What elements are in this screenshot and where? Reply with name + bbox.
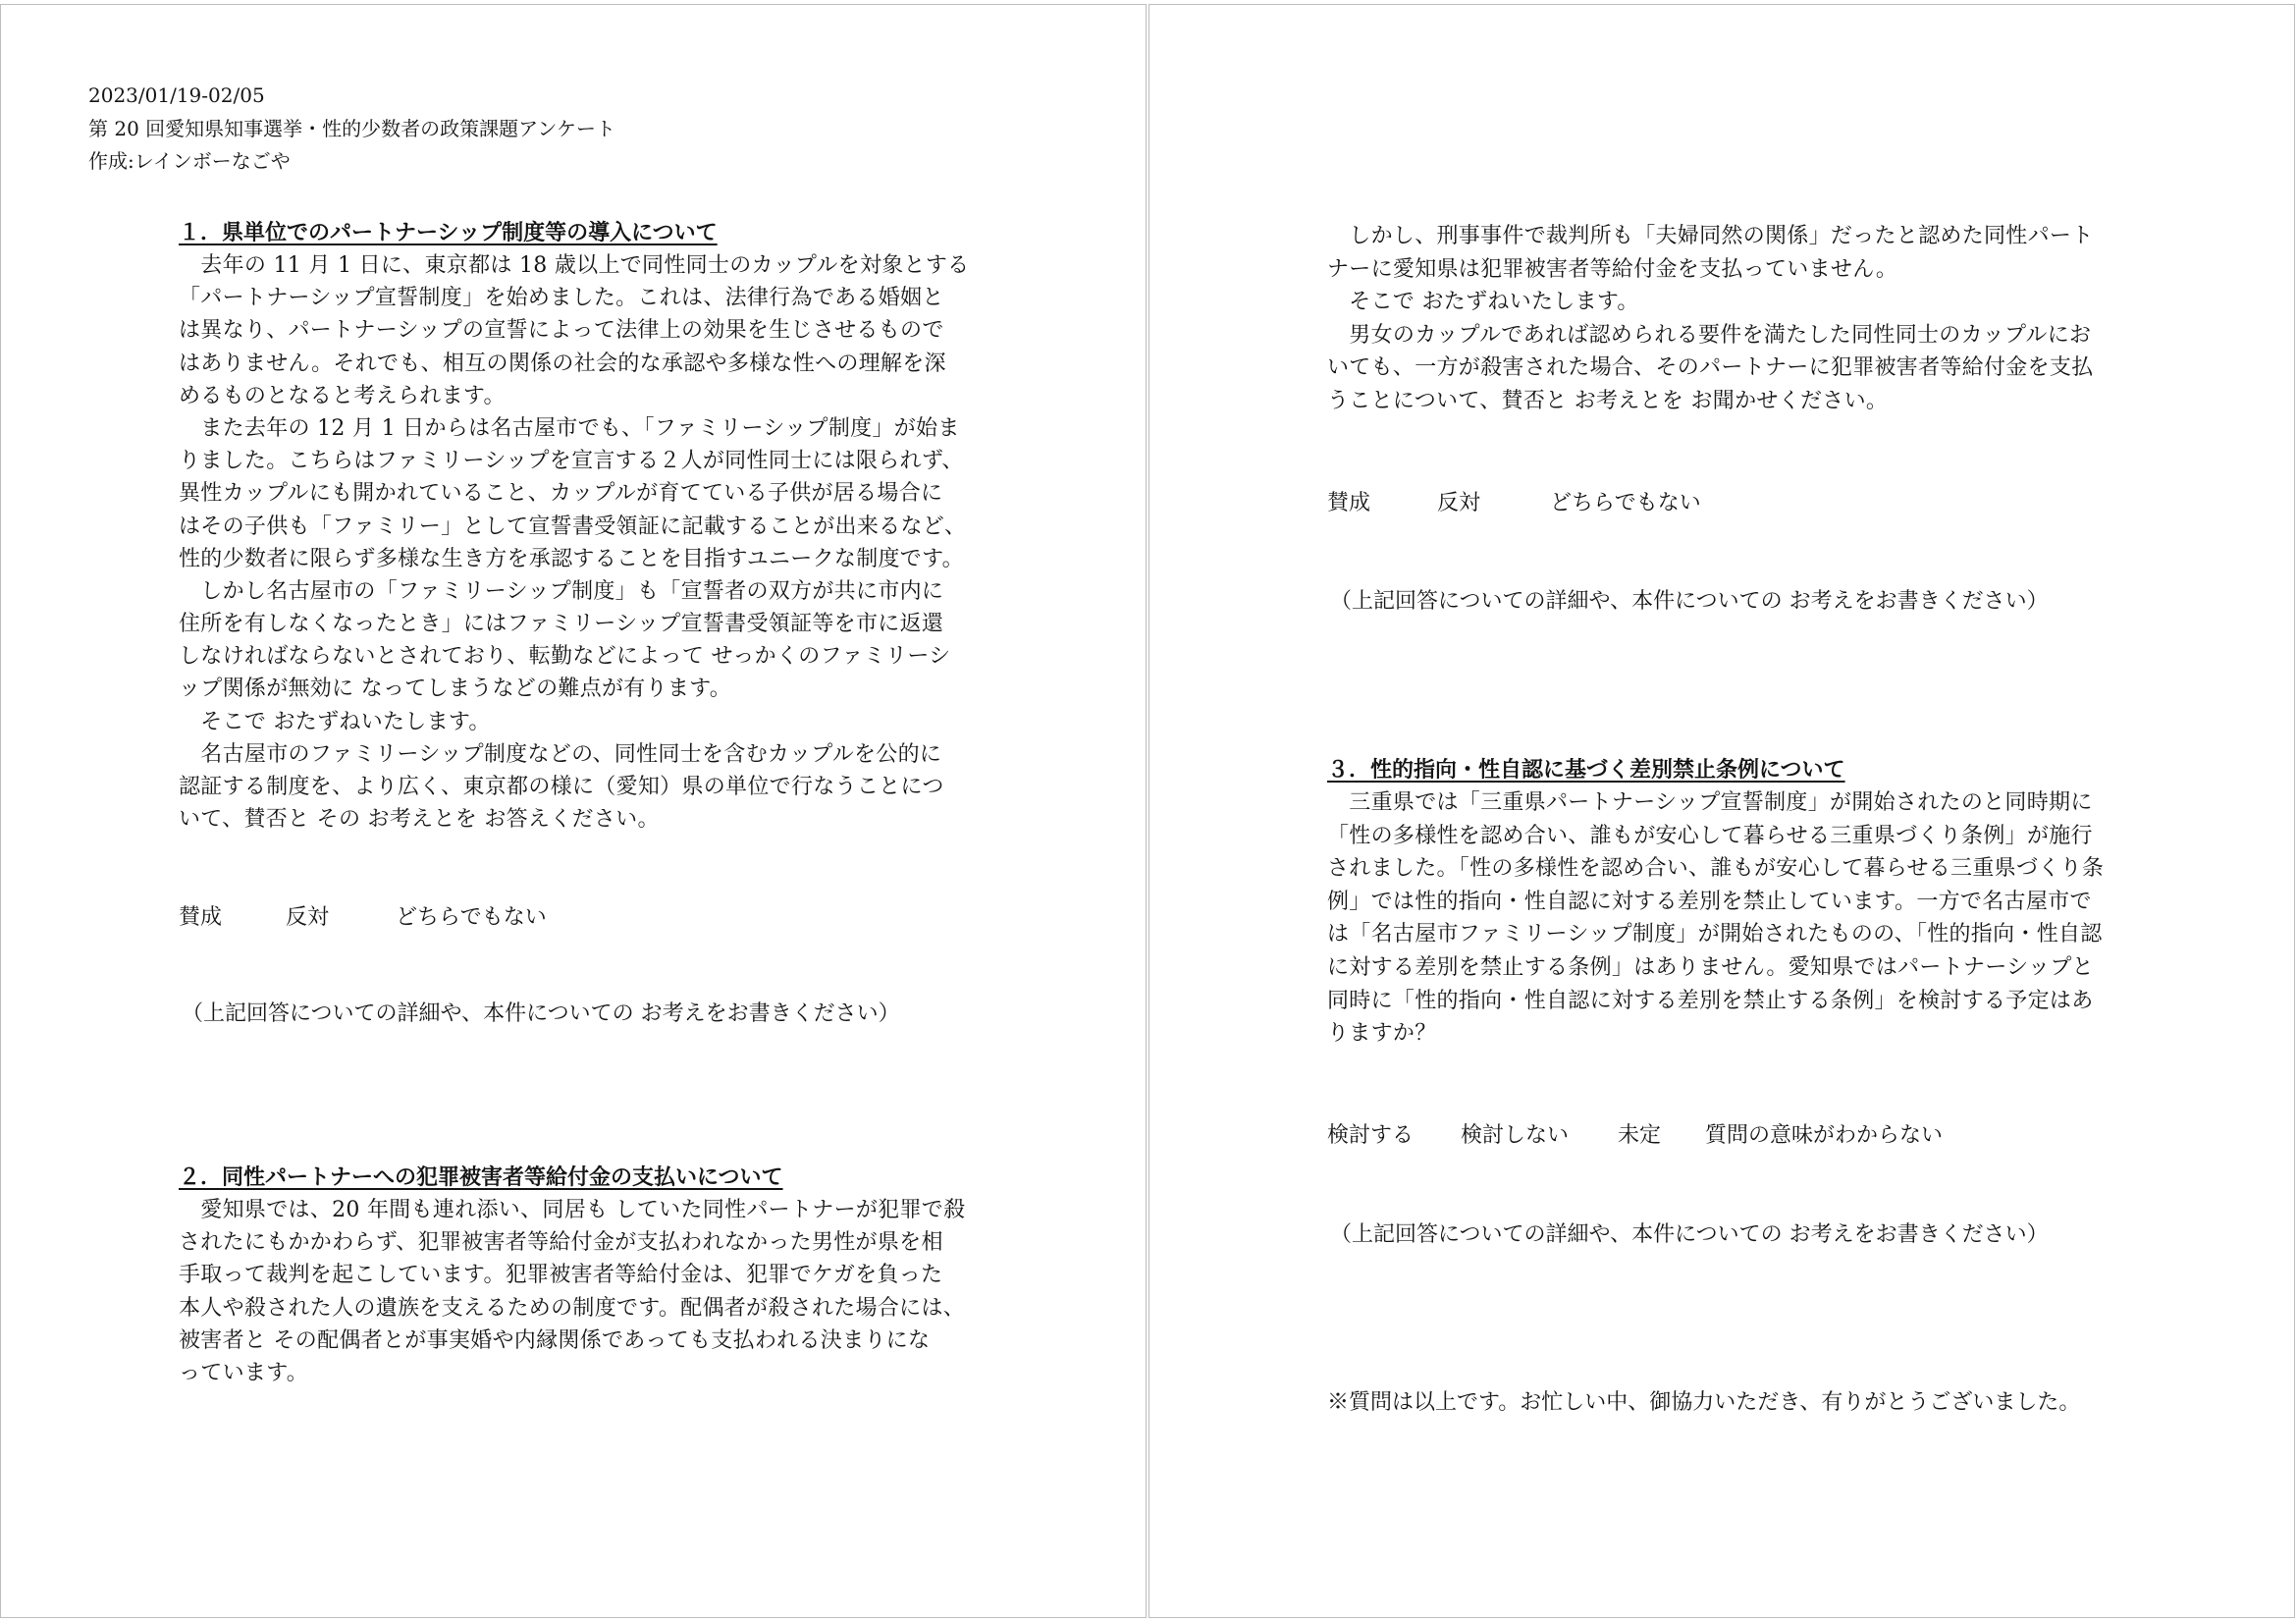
body-line: りますか？ [1327, 1021, 1437, 1047]
body-line: はその子供も「ファミリー」として宣誓書受領証に記載することが出来るなど、 [179, 514, 967, 539]
body-line: 名古屋市のファミリーシップ制度などの、同性同士を含むカップルを公的に [179, 741, 942, 767]
choice-disagree: 反対 [1437, 491, 1481, 515]
body-line: りました。こちらはファミリーシップを宣言する２人が同性同士には限られず、 [179, 449, 964, 474]
body-line: うことについて、賛否と お考えとを お聞かせください。 [1327, 388, 1889, 413]
body-line: っています。 [179, 1360, 309, 1385]
choice-not-consider: 検討しない [1461, 1123, 1570, 1148]
page-right [1148, 4, 2295, 1618]
body-line: は「名古屋市ファミリーシップ制度」が開始されたものの、「性的指向・性自認 [1327, 922, 2103, 947]
body-line: は異なり、パートナーシップの宣誓によって法律上の効果を生じさせるもので [179, 318, 944, 344]
survey-author: 作成:レインボーなごや [88, 149, 291, 173]
body-line: 「パートナーシップ宣誓制度」を始めました。これは、法律行為である婚姻と [179, 286, 944, 311]
body-line: 例」では性的指向・性自認に対する差別を禁止しています。一方で名古屋市で [1327, 889, 2092, 914]
body-line: 愛知県では、20 年間も連れ添い、同居も していた同性パートナーが犯罪で殺 [179, 1198, 966, 1222]
section-1-heading: １．県単位でのパートナーシップ制度等の導入について [179, 220, 718, 245]
survey-date: 2023/01/19-02/05 [88, 83, 265, 107]
body-line: されたにもかかわらず、犯罪被害者等給付金が支払われなかった男性が県を相 [179, 1230, 943, 1256]
choice-neutral: どちらでもない [396, 905, 547, 930]
section-2-heading: ２．同性パートナーへの犯罪被害者等給付金の支払いについて [179, 1164, 783, 1190]
body-line: 認証する制度を、より広く、東京都の様に（愛知）県の単位で行なうことにつ [179, 775, 944, 799]
section-3-comment-prompt: （上記回答についての詳細や、本件についての お考えをお書きください） [1330, 1222, 2049, 1247]
body-line: ナーに愛知県は犯罪被害者等給付金を支払っていません。 [1327, 256, 1898, 282]
choice-agree: 賛成 [179, 905, 223, 930]
section-3-choices [1149, 1121, 2294, 1151]
body-line: 異性カップルにも開かれていること、カップルが育てている子供が居る場合に [179, 481, 943, 507]
survey-title: 第 20 回愛知県知事選挙・性的少数者の政策課題アンケート [88, 116, 615, 140]
body-line: 住所を有しなくなったとき」にはファミリーシップ宣誓書受領証等を市に返還 [179, 612, 944, 637]
choice-consider: 検討する [1327, 1123, 1415, 1148]
body-line: しなければならないとされており、転勤などによって せっかくのファミリーシ [179, 644, 951, 670]
body-line: 被害者と その配偶者とが事実婚や内縁関係であっても支払われる決まりにな [179, 1327, 931, 1353]
section-1-comment-prompt: （上記回答についての詳細や、本件についての お考えをお書きください） [182, 1001, 900, 1026]
page-left [0, 4, 1147, 1618]
body-line: しかし名古屋市の「ファミリーシップ制度」も「宣誓者の双方が共に市内に [179, 578, 944, 604]
body-line: いても、一方が殺害された場合、そのパートナーに犯罪被害者等給付金を支払 [1327, 355, 2094, 381]
section-2-choices [1149, 489, 2294, 518]
document-header [88, 80, 615, 179]
choice-disagree: 反対 [286, 905, 330, 930]
section-3-heading: ３．性的指向・性自認に基づく差別禁止条例について [1327, 757, 1845, 783]
body-line: そこで おたずねいたします。 [1327, 290, 1639, 315]
body-line: 去年の 11 月 1 日に、東京都は 18 歳以上で同性同士のカップルを対象とする [179, 253, 970, 278]
section-2-comment-prompt: （上記回答についての詳細や、本件についての お考えをお書きください） [1330, 589, 2049, 614]
body-line: 性的少数者に限らず多様な生き方を承認することを目指すユニークな制度です。 [179, 546, 964, 571]
body-line: 男女のカップルであれば認められる要件を満たした同性同士のカップルにお [1327, 322, 2092, 348]
choice-unclear-question: 質問の意味がわからない [1705, 1123, 1944, 1148]
section-2-body-continued [1327, 220, 2094, 418]
body-line: しかし、刑事事件で裁判所も「夫婦同然の関係」だったと認めた同性パート [1327, 224, 2094, 248]
body-line: また去年の 12 月 1 日からは名古屋市でも、「ファミリーシップ制度」が始ま [179, 415, 960, 441]
closing-note: ※質問は以上です。お忙しい中、御協力いただき、有りがとうございました。 [1327, 1390, 2081, 1415]
body-line: 三重県では「三重県パートナーシップ宣誓制度」が開始されたのと同時期に [1327, 790, 2093, 815]
body-line: 同時に「性的指向・性自認に対する差別を禁止する条例」を検討する予定はあ [1327, 988, 2094, 1013]
body-line: 「性の多様性を認め合い、誰もが安心して暮らせる三重県づくり条例」が施行 [1327, 823, 2093, 848]
body-line: いて、賛否と その お考えとを お答えください。 [179, 807, 660, 833]
body-line: めるものとなると考えられます。 [179, 383, 506, 408]
body-line: そこで おたずねいたします。 [179, 709, 491, 734]
body-line: 手取って裁判を起こしています。犯罪被害者等給付金は、犯罪でケガを負った [179, 1263, 943, 1288]
body-line: ップ関係が無効に なってしまうなどの難点が有ります。 [179, 676, 732, 702]
choice-neutral: どちらでもない [1550, 491, 1701, 515]
section-3-body [1327, 786, 2104, 1051]
body-line: されました。「性の多様性を認め合い、誰もが安心して暮らせる三重県づくり条 [1327, 856, 2105, 882]
choice-agree: 賛成 [1327, 491, 1371, 515]
body-line: 本人や殺された人の遺族を支えるための制度です。配偶者が殺された場合には、 [179, 1295, 966, 1321]
body-line: に対する差別を禁止する条例」はありません。愛知県ではパートナーシップと [1327, 954, 2094, 980]
section-2-body [179, 1194, 965, 1389]
body-line: はありません。それでも、相互の関係の社会的な承認や多様な性への理解を深 [179, 351, 946, 376]
choice-undecided: 未定 [1618, 1123, 1662, 1148]
section-1-body [179, 249, 969, 836]
section-1-choices [1, 903, 1146, 933]
